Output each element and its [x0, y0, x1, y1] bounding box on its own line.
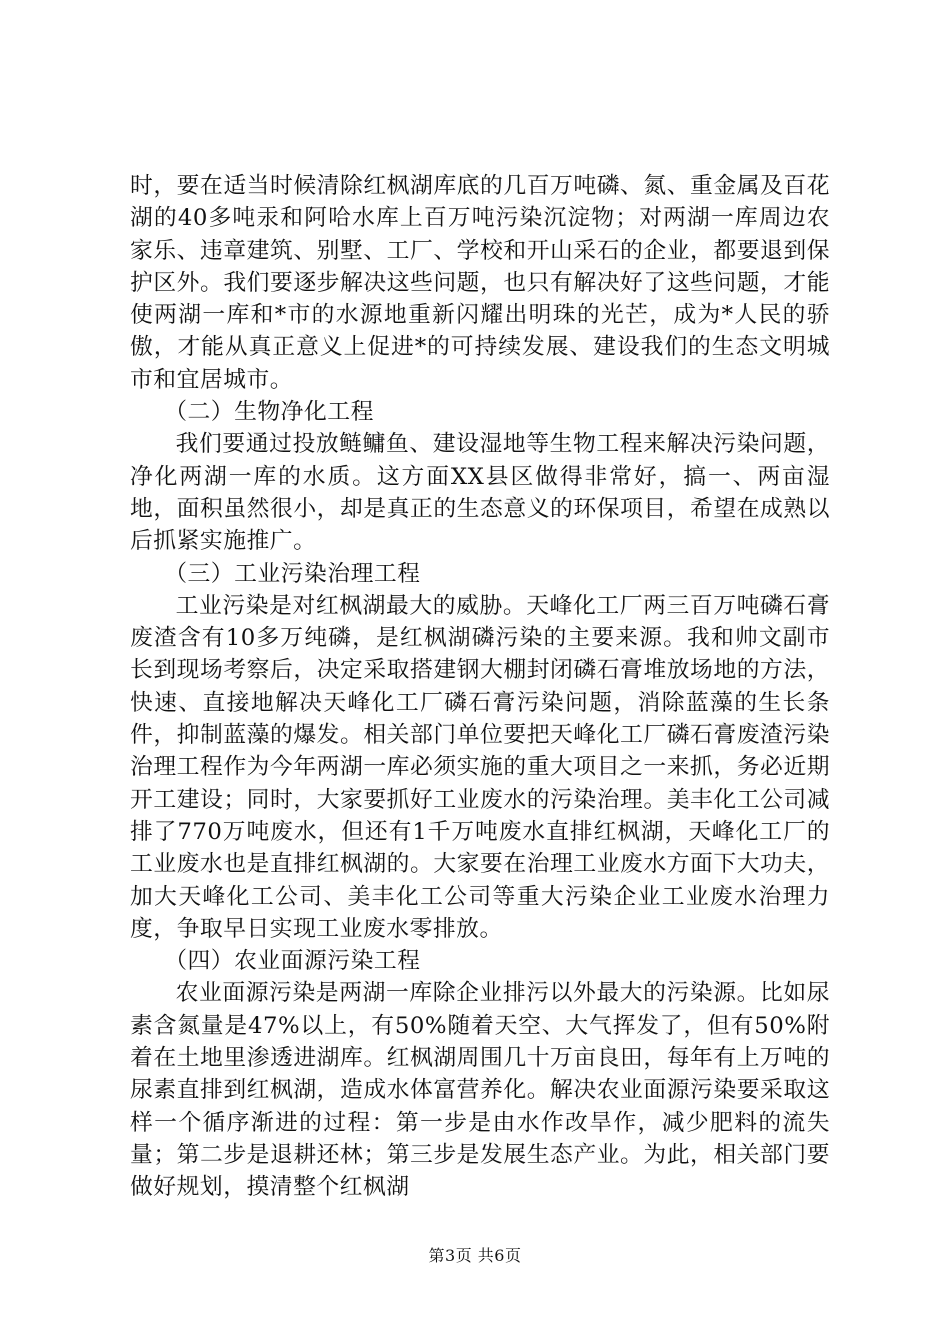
- section-heading-agricultural-pollution: （四）农业面源污染工程: [164, 948, 421, 975]
- paragraph-continuation: 时，要在适当时候清除红枫湖库底的几百万吨磷、氮、重金属及百花湖的40多吨汞和阿哈水库上百万吨污染沉淀物；对两湖一库周边农家乐、违章建筑、别墅、工厂、学校和开山采石的企业，都要退到保护区外。我们要逐步解决这些问题，也只有解决好了这些问题，才能使两湖一库和*市的水源地重新闪耀出明珠的光芒，成为*人民的骄傲，才能从真正意义上促进*的可持续发展、建设我们的生态文明城市和宜居城市。: [130, 173, 831, 393]
- document-body: [130, 170, 830, 1204]
- paragraph-agricultural-pollution: 农业面源污染是两湖一库除企业排污以外最大的污染源。比如尿素含氮量是47%以上，有50%随着天空、大气挥发了，但有50%附着在土地里渗透进湖库。红枫湖周围几十万亩良田，每年有上万吨的尿素直排到红枫湖，造成水体富营养化。解决农业面源污染要采取这样一个循序渐进的过程：第一步是由水作改旱作，减少肥料的流失量；第二步是退耕还林；第三步是发展生态产业。为此，相关部门要做好规划，摸清整个红枫湖: [130, 980, 830, 1201]
- section-heading-biological-purification: （二）生物净化工程: [164, 399, 374, 426]
- page-footer: [0, 1243, 950, 1266]
- page-number-label: 第3页 共6页: [428, 1246, 522, 1265]
- section-heading-industrial-pollution: （三）工业污染治理工程: [164, 560, 421, 587]
- paragraph-biological-purification: 我们要通过投放鲢鳙鱼、建设湿地等生物工程来解决污染问题，净化两湖一库的水质。这方面XX县区做得非常好，搞一、两亩湿地，面积虽然很小，却是真正的生态意义的环保项目，希望在成熟以后抓紧实施推广。: [130, 431, 830, 555]
- paragraph-industrial-pollution: 工业污染是对红枫湖最大的威胁。天峰化工厂两三百万吨磷石膏废渣含有10多万纯磷，是红枫湖磷污染的主要来源。我和帅文副市长到现场考察后，决定采取搭建钢大棚封闭磷石膏堆放场地的方法，快速、直接地解决天峰化工厂磷石膏污染问题，消除蓝藻的生长条件，抑制蓝藻的爆发。相关部门单位要把天峰化工厂磷石膏废渣污染治理工程作为今年两湖一库必须实施的重大项目之一来抓，务必近期开工建设；同时，大家要抓好工业废水的污染治理。美丰化工公司减排了770万吨废水，但还有1千万吨废水直排红枫湖，天峰化工厂的工业废水也是直排红枫湖的。大家要在治理工业废水方面下大功夫，加大天峰化工公司、美丰化工公司等重大污染企业工业废水治理力度，争取早日实现工业废水零排放。: [130, 592, 830, 942]
